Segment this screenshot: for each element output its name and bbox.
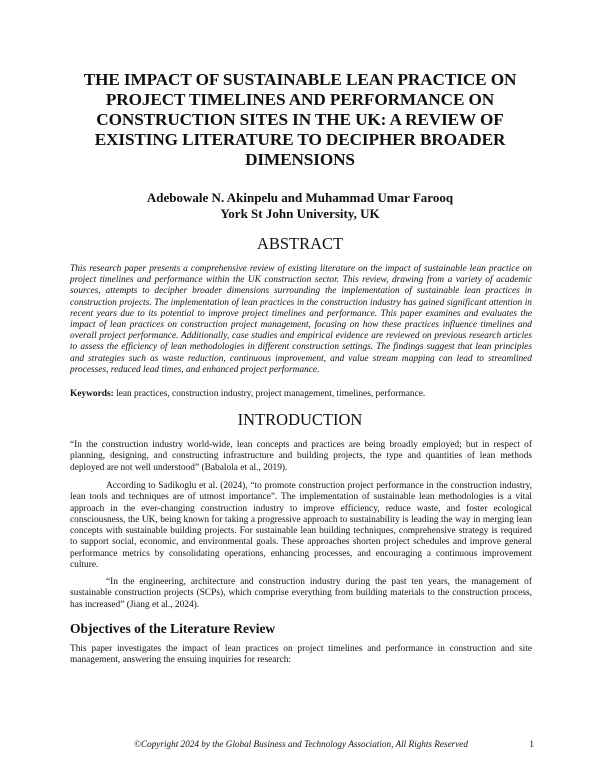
intro-paragraph-1: “In the construction industry world-wide, lean concepts and practices are being broadly employed; but in respect of planning, designing, and constructing infrastructure and building projects, the type and quantities of lean methods deployed are not well understood” (Babalola et al., 2019). [70, 440, 532, 473]
abstract-text: This research paper presents a comprehensive review of existing literature on the impact of sustainable lean practice on project timelines and performance within the UK construction sector. This review, drawing from a variety of academic sources, attempts to decipher broader dimensions surrounding the implementation of sustainable lean practices in construction projects. The implementation of lean practices in the construction industry has gained significant attention in recent years due to its potential to improve project timelines and performance. This paper examines and evaluates the impact of lean practices on construction project management, focusing on how these practices influence timelines and overall project performance. Additionally, case studies and empirical evidence are reviewed on previous research articles to assess the efficiency of lean methodologies in different construction settings. The findings suggest that lean principles and strategies such as waste reduction, continuous improvement, and value stream mapping can lead to streamlined processes, reduced lead times, and enhanced project performance. [70, 264, 532, 375]
objectives-paragraph: This paper investigates the impact of lean practices on project timelines and performance in construction and site management, answering the ensuing inquiries for research: [70, 644, 532, 666]
keywords-text: lean practices, construction industry, project management, timelines, performance. [113, 389, 426, 399]
author-affiliation: York St John University, UK [220, 206, 380, 221]
author-names: Adebowale N. Akinpelu and Muhammad Umar Farooq [146, 190, 454, 205]
objectives-heading: Objectives of the Literature Review [70, 621, 276, 636]
abstract-heading: ABSTRACT [256, 234, 344, 253]
keywords-line [70, 389, 532, 400]
intro-paragraph-3: “In the engineering, architecture and construction industry during the past ten years, the management of sustainable construction projects (SCPs), which comprise everything from building materials to the construction process, has increased” (Jiang et al., 2024). [70, 577, 532, 610]
author-block [60, 190, 540, 222]
paper-title: THE IMPACT OF SUSTAINABLE LEAN PRACTICE ON PROJECT TIMELINES AND PERFORMANCE ON CONSTRUCTION SITES IN THE UK: A REVIEW OF EXISTING LITERATURE TO DECIPHER BROADER DIMENSIONS [83, 70, 517, 169]
intro-paragraph-2: According to Sadikoglu et al. (2024), “to promote construction project performance in the construction industry, lean tools and techniques are of utmost importance”. The implementation of sustainable lean methodologies is a vital approach in the ever-changing construction industry to improve efficiency, reduce waste, and foster ecological consciousness, the UK, being known for taking a progressive approach to sustainability is leading the way in merging lean concepts with sustainable building projects. For sustainable lean building techniques, comprehensive strategy is required to support social, economic, and environmental goals. These approaches shorten project schedules and improve general performance metrics by consolidating operations, enhancing processes, and encouraging a continuous improvement culture. [70, 481, 532, 571]
page-number: 1 [529, 739, 534, 749]
copyright-footer: ©Copyright 2024 by the Global Business and Technology Association, All Rights Reserved [134, 739, 468, 749]
keywords-label: Keywords: [70, 389, 114, 399]
introduction-heading: INTRODUCTION [237, 410, 363, 429]
